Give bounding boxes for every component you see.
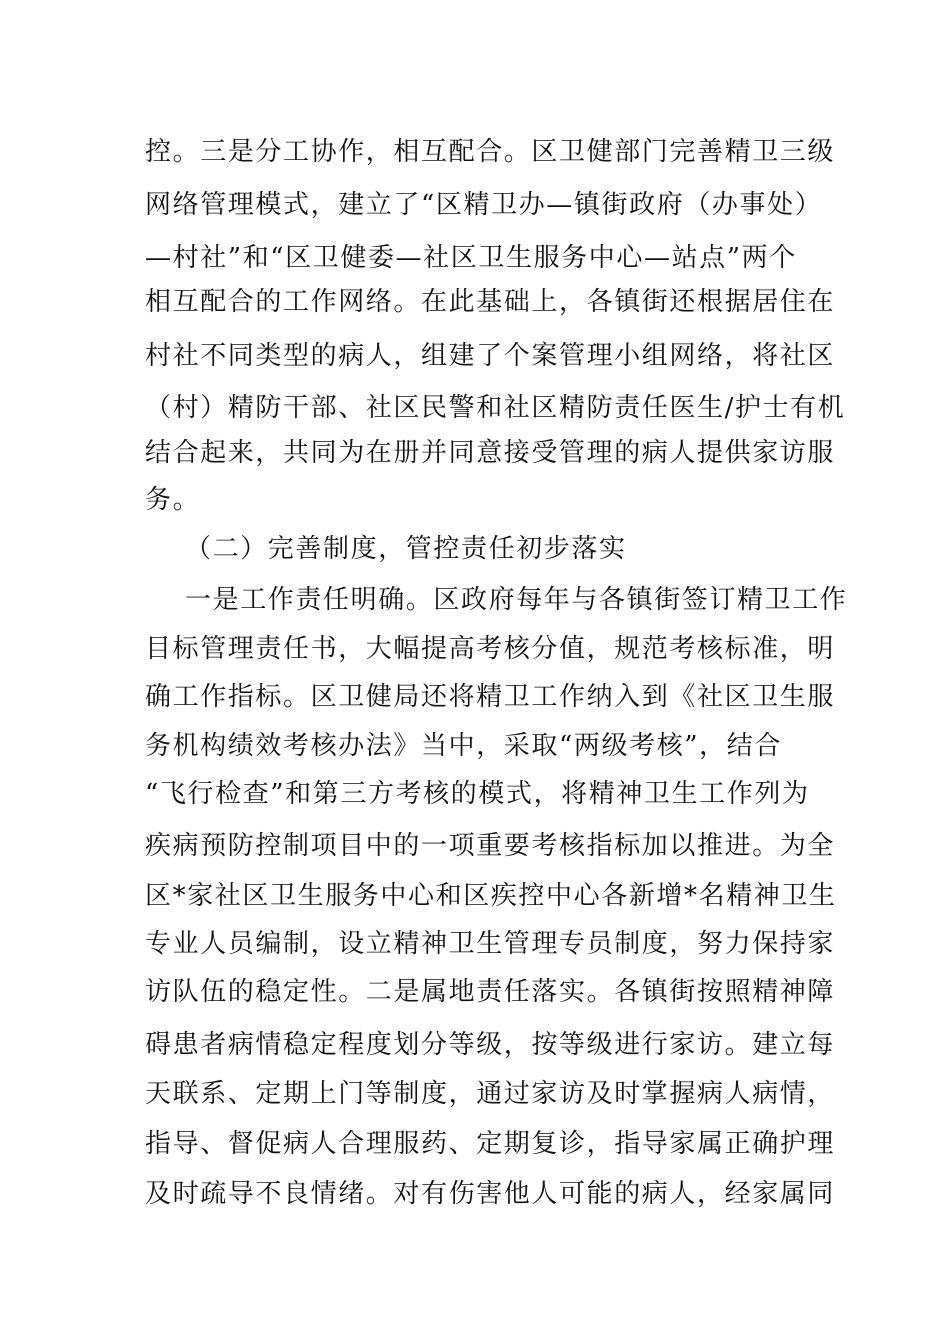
text-line: 访队伍的稳定性。二是属地责任落实。各镇街按照精神障	[145, 977, 836, 1007]
text-line: 疾病预防控制项目中的一项重要考核指标加以推进。为全	[145, 831, 836, 861]
text-line: “飞行检查”和第三方考核的模式，将精神卫生工作列为	[145, 779, 810, 809]
text-line: 及时疏导不良情绪。对有伤害他人可能的病人，经家属同	[145, 1179, 836, 1209]
paragraph-first-line: 一是工作责任明确。区政府每年与各镇街签订精卫工作	[185, 585, 848, 615]
text-line: 网络管理模式，建立了“区精卫办—镇街政府（办事处）	[145, 190, 823, 220]
text-line: 村社不同类型的病人，组建了个案管理小组网络，将社区	[145, 341, 836, 371]
text-line: 指导、督促病人合理服药、定期复诊，指导家属正确护理	[145, 1129, 836, 1159]
text-line: 务机构绩效考核办法》当中，采取“两级考核”，结合	[145, 731, 782, 761]
text-line: 确工作指标。区卫健局还将精卫工作纳入到《社区卫生服	[145, 682, 836, 712]
text-line: 区*家社区卫生服务中心和区疾控中心各新增*名精神卫生	[145, 881, 837, 911]
section-heading: （二）完善制度，管控责任初步落实	[185, 534, 627, 564]
text-line: 碍患者病情稳定程度划分等级，按等级进行家访。建立每	[145, 1030, 836, 1060]
text-line: 目标管理责任书，大幅提高考核分值，规范考核标准，明	[145, 634, 836, 664]
text-line: 结合起来，共同为在册并同意接受管理的病人提供家访服	[145, 438, 836, 468]
text-line: —村社”和“区卫健委—社区卫生服务中心—站点”两个	[145, 243, 797, 273]
text-line: 控。三是分工协作，相互配合。区卫健部门完善精卫三级	[145, 137, 836, 167]
text-line: 专业人员编制，设立精神卫生管理专员制度，努力保持家	[145, 929, 836, 959]
text-line: 相互配合的工作网络。在此基础上，各镇街还根据居住在	[145, 287, 836, 317]
text-line: 务。	[145, 485, 201, 515]
text-line: （村）精防干部、社区民警和社区精防责任医生/护士有机	[145, 393, 846, 423]
text-line: 天联系、定期上门等制度，通过家访及时掌握病人病情，	[145, 1079, 836, 1109]
